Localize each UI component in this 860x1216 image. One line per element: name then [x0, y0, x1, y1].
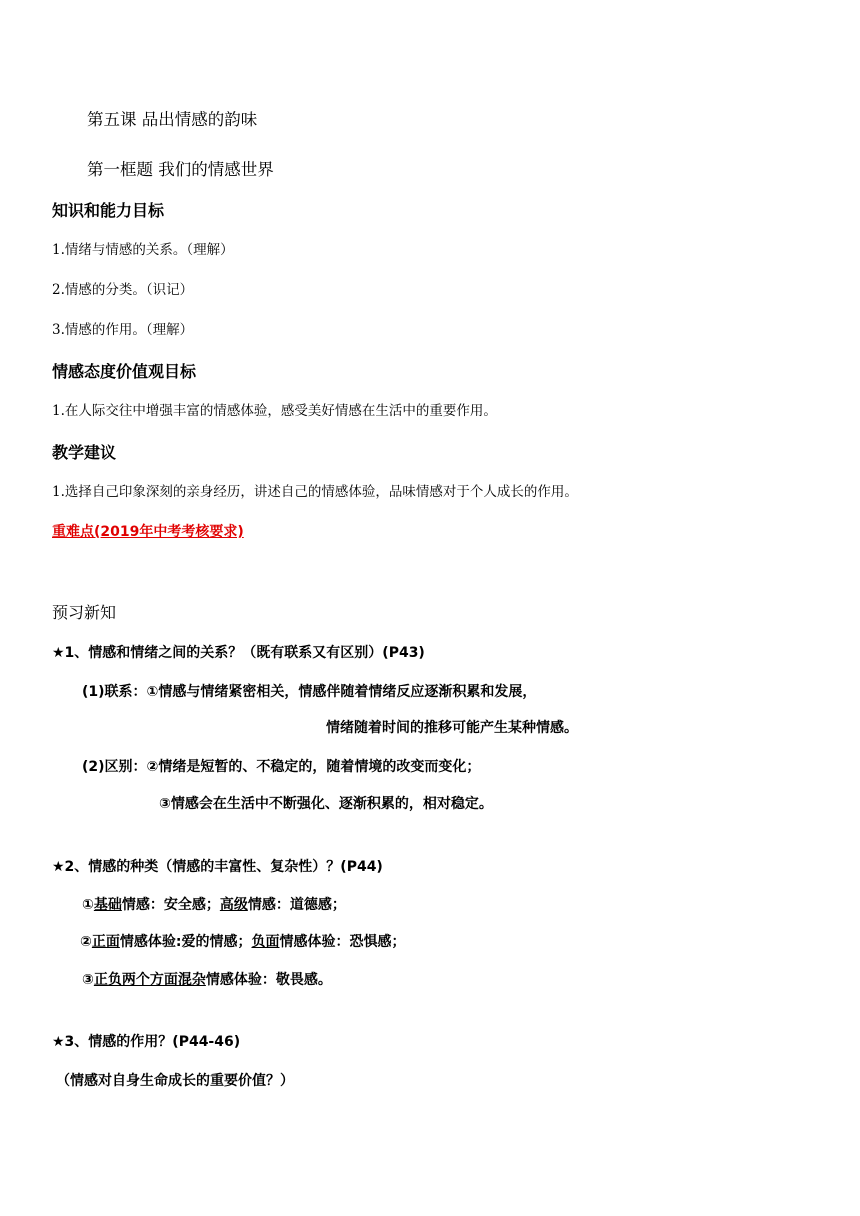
q2-item-2-marker: ② — [80, 934, 92, 950]
section-title: 第一框题 我们的情感世界 — [87, 160, 274, 179]
q3-subtitle: （情感对自身生命成长的重要价值？） — [56, 1073, 294, 1089]
q2-item-2-text-b: 情感体验：恐惧感； — [279, 934, 406, 950]
q2-item-2-term-b: 负面 — [251, 934, 280, 950]
q2-item-1 — [82, 897, 346, 914]
q2-title: ★2、情感的种类（情感的丰富性、复杂性）？(P44) — [52, 859, 383, 875]
q2-item-1-text-b: 情感：道德感； — [247, 897, 346, 913]
attitude-item-1: 1.在人际交往中增强丰富的情感体验，感受美好情感在生活中的重要作用。 — [52, 403, 497, 419]
q2-item-1-marker: ① — [82, 897, 94, 913]
q1-link-line-1: (1)联系：①情感与情绪紧密相关，情感伴随着情绪反应逐渐积累和发展， — [82, 684, 537, 700]
q1-diff-line-2: ③情感会在生活中不断强化、逐渐积累的，相对稳定。 — [159, 796, 493, 812]
lesson-title: 第五课 品出情感的韵味 — [87, 110, 258, 129]
q2-item-2 — [80, 934, 405, 951]
knowledge-item-3: 3.情感的作用。（理解） — [52, 322, 194, 338]
q2-item-3-term: 正负两个方面混杂 — [93, 972, 206, 988]
attitude-heading: 情感态度价值观目标 — [52, 362, 197, 381]
q2-item-1-text-a: 情感：安全感； — [121, 897, 220, 913]
knowledge-item-2: 2.情感的分类。（识记） — [52, 282, 194, 298]
q2-item-3-text: 情感体验：敬畏感。 — [205, 972, 332, 988]
q1-diff-line-1: (2)区别：②情绪是短暂的、不稳定的，随着情境的改变而变化； — [82, 759, 481, 775]
q3-title: ★3、情感的作用？(P44-46) — [52, 1034, 241, 1050]
preview-heading: 预习新知 — [52, 603, 117, 622]
knowledge-heading: 知识和能力目标 — [52, 201, 165, 220]
q2-item-3-marker: ③ — [82, 972, 94, 988]
q2-item-2-term-a: 正面 — [91, 934, 120, 950]
q1-title: ★1、情感和情绪之间的关系？（既有联系又有区别）(P43) — [52, 645, 425, 661]
teaching-heading: 教学建议 — [52, 443, 117, 462]
q1-link-line-2: 情绪随着时间的推移可能产生某种情感。 — [326, 720, 578, 736]
q2-item-1-term-a: 基础 — [93, 897, 122, 913]
q2-item-1-term-b: 高级 — [219, 897, 248, 913]
q2-item-2-text-a: 情感体验:爱的情感； — [119, 934, 252, 950]
q2-item-3 — [82, 972, 332, 989]
teaching-item-1: 1.选择自己印象深刻的亲身经历，讲述自己的情感体验，品味情感对于个人成长的作用。 — [52, 484, 578, 500]
key-points-label: 重难点(2019年中考考核要求) — [52, 524, 244, 540]
knowledge-item-1: 1.情绪与情感的关系。（理解） — [52, 242, 234, 258]
